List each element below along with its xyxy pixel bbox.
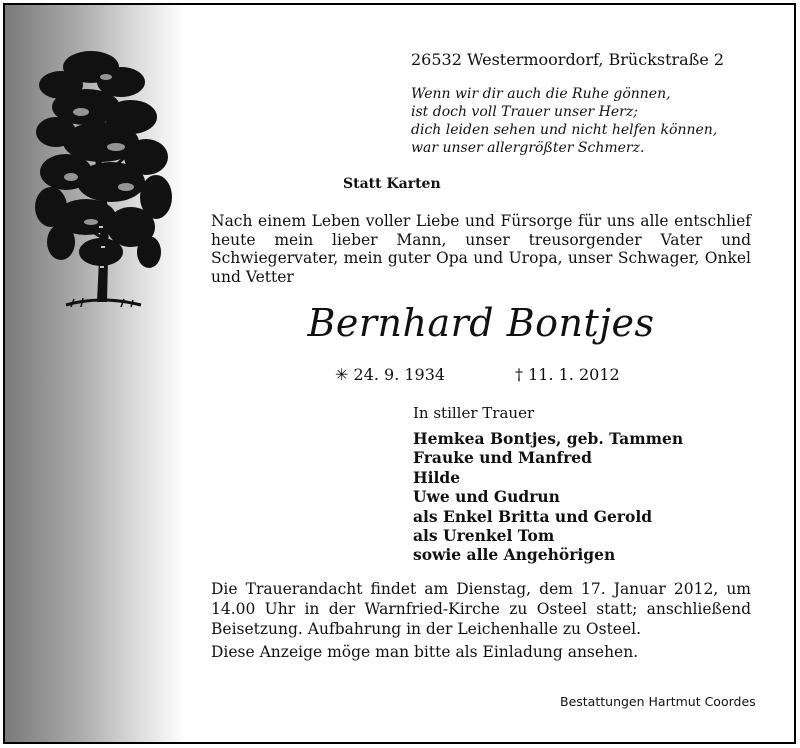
funeral-paragraph [211,579,751,639]
funeral-line: Die Trauerandacht findet am Dienstag, dem 17. Januar 2012, um [211,580,751,598]
poem-line: war unser allergrößter Schmerz. [411,140,645,156]
gradient-sidebar [5,5,185,742]
obituary-card [3,3,796,744]
family-list [413,429,683,565]
deceased-name: Bernhard Bontjes [307,301,655,345]
funeral-line: 14.00 Uhr in der Warnfried-Kirche zu Osteel statt; anschließend [211,600,751,618]
invitation-note: Diese Anzeige möge man bitte als Einladung ansehen. [211,643,639,661]
intro-line: Schwiegervater, mein guter Opa und Uropa, unser Schwager, Onkel [211,249,751,267]
family-member: Frauke und Manfred [413,448,592,468]
family-member: Hemkea Bontjes, geb. Tammen [413,429,684,448]
family-member: als Urenkel Tom [413,526,555,546]
address: 26532 Westermoordorf, Brückstraße 2 [411,50,725,69]
intro-paragraph [211,212,751,286]
funeral-line: Beisetzung. Aufbahrung in der Leichenhalle zu Osteel. [211,620,642,638]
intro-line: und Vetter [211,267,294,286]
birth-date: ✳ 24. 9. 1934 [335,365,446,384]
family-member: als Enkel Britta und Gerold [413,506,653,526]
mourning-intro: In stiller Trauer [413,404,535,422]
death-date: † 11. 1. 2012 [515,365,620,384]
family-member: Hilde [413,467,461,487]
birch-tree-icon [31,37,181,322]
undertaker-credit: Bestattungen Hartmut Coordes [560,694,756,709]
poem-line: ist doch voll Trauer unser Herz; [411,104,638,120]
poem [411,85,717,157]
statt-karten-heading: Statt Karten [343,176,441,192]
family-member: sowie alle Angehörigen [413,545,616,565]
intro-line: heute mein lieber Mann, unser treusorgender Vater und [211,230,751,249]
intro-line: Nach einem Leben voller Liebe und Fürsorge für uns alle entschlief [211,212,751,230]
family-member: Uwe und Gudrun [413,487,560,507]
poem-line: Wenn wir dir auch die Ruhe gönnen, [411,86,671,102]
poem-line: dich leiden sehen und nicht helfen können, [411,122,718,138]
